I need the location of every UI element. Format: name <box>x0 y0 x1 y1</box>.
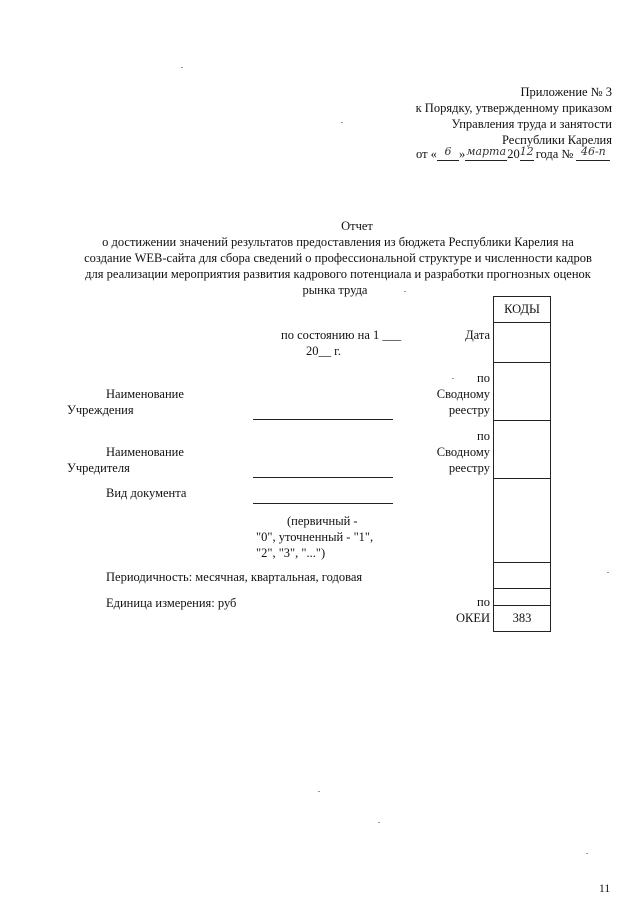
date-label: Дата <box>465 328 490 342</box>
appendix-line-4: Республики Карелия <box>501 133 612 147</box>
codes-row-divider <box>493 478 551 479</box>
appendix-line-2: к Порядку, утвержденному приказом <box>415 101 612 115</box>
order-number-handwritten: 46-п <box>576 144 610 161</box>
order-month-handwritten: марта <box>465 144 507 161</box>
order-prefix: от « <box>416 147 437 161</box>
registry-label-1-line-3: реестру <box>448 403 490 417</box>
document-type-hint-line-1: (первичный - <box>287 514 358 528</box>
registry-label-2-line-2: Сводному <box>436 445 490 459</box>
document-type-hint-line-3: "2", "3", "...") <box>256 546 326 560</box>
institution-field-line <box>253 419 393 420</box>
order-year-prefix: 20 <box>507 147 520 161</box>
codes-row-divider <box>493 322 551 323</box>
order-day-handwritten: 6 <box>437 144 459 161</box>
codes-top-border <box>493 296 551 297</box>
scan-speck <box>607 572 609 573</box>
as-of-line-2: 20__ г. <box>306 344 341 358</box>
title-line-4: рынка труда <box>302 283 368 297</box>
document-type-label: Вид документа <box>106 486 187 500</box>
institution-label-line-2: Учреждения <box>67 403 134 417</box>
founder-label-line-2: Учредителя <box>67 461 130 475</box>
codes-row-divider <box>493 362 551 363</box>
periodicity-label: Периодичность: месячная, квартальная, годовая <box>106 570 363 584</box>
scan-speck <box>452 378 454 379</box>
as-of-line-1: по состоянию на 1 ___ <box>281 328 402 342</box>
registry-label-2-line-1: по <box>477 429 490 443</box>
title-line-3: для реализации мероприятия развития кадрового потенциала и разработки прогнозных оценок <box>85 267 591 281</box>
order-suffix: года № <box>535 147 574 161</box>
scan-speck <box>341 122 343 123</box>
title-word: Отчет <box>341 219 373 233</box>
scan-speck <box>404 291 406 292</box>
registry-label-2-line-3: реестру <box>448 461 490 475</box>
document-type-field-line <box>253 503 393 504</box>
registry-label-1-line-2: Сводному <box>436 387 490 401</box>
codes-right-border <box>550 296 551 632</box>
codes-bottom-border <box>493 631 551 632</box>
codes-row-divider <box>493 562 551 563</box>
order-year-handwritten: 12 <box>520 144 534 161</box>
codes-row-divider <box>493 420 551 421</box>
page-number: 11 <box>599 883 611 895</box>
appendix-line-1: Приложение № 3 <box>520 85 612 99</box>
founder-label-line-1: Наименование <box>106 445 184 459</box>
scan-speck <box>378 822 380 823</box>
codes-header: КОДЫ <box>504 302 540 316</box>
title-line-2: создание WEB-сайта для сбора сведений о профессиональной структуре и численности кадров <box>84 251 592 265</box>
codes-row-divider <box>493 605 551 606</box>
order-mid: » <box>458 147 466 161</box>
unit-label: Единица измерения: руб <box>106 596 237 610</box>
okei-label-line-1: по <box>477 595 490 609</box>
codes-row-divider <box>493 588 551 589</box>
scan-speck <box>318 791 320 792</box>
okei-code-value: 383 <box>512 611 532 625</box>
scan-speck <box>586 853 588 854</box>
registry-label-1-line-1: по <box>477 371 490 385</box>
document-type-hint-line-2: "0", уточненный - "1", <box>256 530 374 544</box>
appendix-line-3: Управления труда и занятости <box>451 117 612 131</box>
okei-label-line-2: ОКЕИ <box>455 611 490 625</box>
title-line-1: о достижении значений результатов предоставления из бюджета Республики Карелия на <box>102 235 574 249</box>
institution-label-line-1: Наименование <box>106 387 184 401</box>
founder-field-line <box>253 477 393 478</box>
codes-left-border <box>493 296 494 632</box>
scan-speck <box>181 67 183 68</box>
order-date-line <box>416 146 610 164</box>
